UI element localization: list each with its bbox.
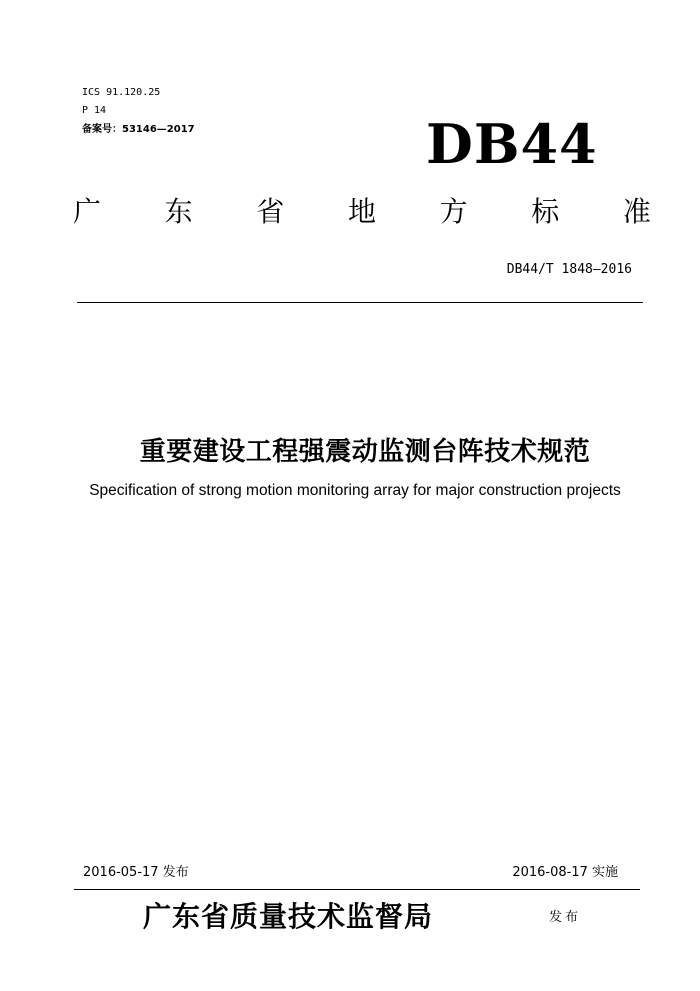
standard-type-char: 标 <box>531 195 560 228</box>
db-logo: DB44 <box>426 112 598 176</box>
ics-code: ICS 91.120.25 <box>82 87 161 98</box>
standard-type-char: 地 <box>347 195 376 228</box>
top-divider <box>77 302 643 303</box>
implementation-date: 2016-08-17 实施 <box>512 865 618 880</box>
standard-type-char: 东 <box>164 195 193 228</box>
standard-type-char: 广 <box>72 195 101 228</box>
standard-type-char: 准 <box>622 195 651 228</box>
standard-type-heading <box>72 192 652 232</box>
registration-number: 备案号：53146—2017 <box>82 124 195 135</box>
standard-type-char: 省 <box>256 195 285 228</box>
bottom-divider <box>74 889 640 890</box>
issue-date: 2016-05-17 发布 <box>83 865 189 880</box>
document-title-english: Specification of strong motion monitoring array for major construction projects <box>89 482 621 499</box>
standard-type-char: 方 <box>439 195 468 228</box>
issuer-name: 广东省质量技术监督局 <box>143 900 434 933</box>
classification-code: P 14 <box>82 105 107 116</box>
standard-code: DB44/T 1848—2016 <box>506 262 632 277</box>
document-title-chinese: 重要建设工程强震动监测台阵技术规范 <box>139 437 591 467</box>
issuer-suffix: 发布 <box>549 910 582 925</box>
